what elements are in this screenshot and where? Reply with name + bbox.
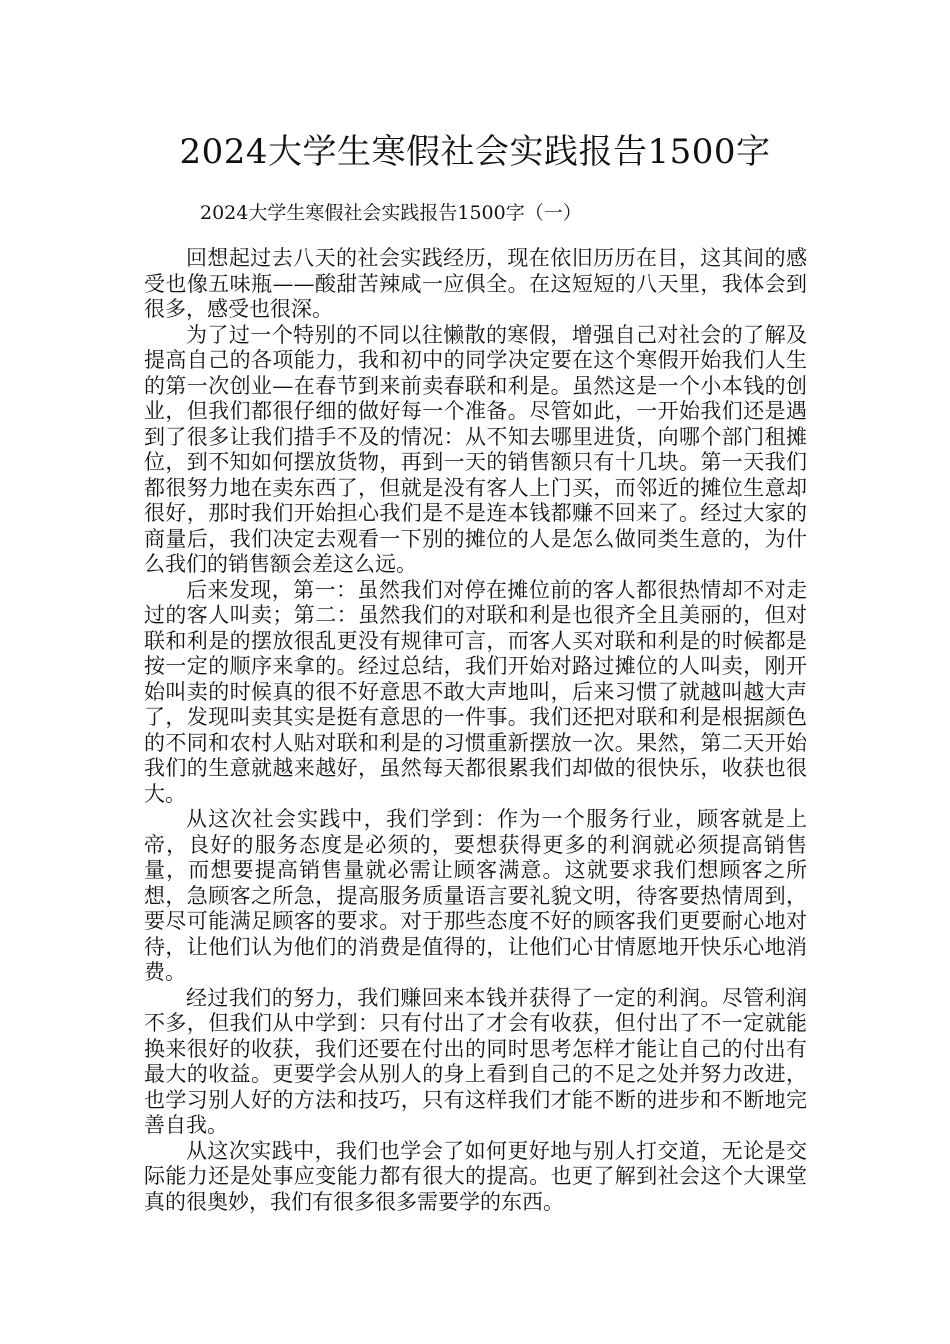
paragraph-1: 回想起过去八天的社会实践经历，现在依旧历历在目，这其间的感受也像五味瓶——酸甜苦辣咸一应俱全。在这短短的八天里，我体会到很多，感受也很深。	[144, 246, 807, 321]
document-body	[144, 246, 807, 1215]
paragraph-5: 经过我们的努力，我们赚回来本钱并获得了一定的利润。尽管利润不多，但我们从中学到：只有付出了才会有收获，但付出了不一定就能换来很好的收获，我们还要在付出的同时思考怎样才能让自己的付出有最大的收益。更要学会从别人的身上看到自己的不足之处并努力改进，也学习别人好的方法和技巧，只有这样我们才能不断的进步和不断地完善自我。	[144, 985, 807, 1137]
paragraph-3: 后来发现，第一：虽然我们对停在摊位前的客人都很热情却不对走过的客人叫卖；第二：虽然我们的对联和利是也很齐全且美丽的，但对联和利是的摆放很乱更没有规律可言，而客人买对联和利是的时候都是按一定的顺序来拿的。经过总结，我们开始对路过摊位的人叫卖，刚开始叫卖的时候真的很不好意思不敢大声地叫，后来习惯了就越叫越大声了，发现叫卖其实是挺有意思的一件事。我们还把对联和利是根据颜色的不同和农村人贴对联和利是的习惯重新摆放一次。果然，第二天开始我们的生意就越来越好，虽然每天都很累我们却做的很快乐，收获也很大。	[144, 577, 807, 806]
document-subtitle: 2024大学生寒假社会实践报告1500字（一）	[200, 202, 582, 224]
paragraph-6: 从这次实践中，我们也学会了如何更好地与别人打交道，无论是交际能力还是处事应变能力都有很大的提高。也更了解到社会这个大课堂真的很奥妙，我们有很多很多需要学的东西。	[144, 1138, 807, 1214]
paragraph-2: 为了过一个特别的不同以往懒散的寒假，增强自己对社会的了解及提高自己的各项能力，我和初中的同学决定要在这个寒假开始我们人生的第一次创业—在春节到来前卖春联和利是。虽然这是一个小本钱的创业，但我们都很仔细的做好每一个准备。尽管如此，一开始我们还是遇到了很多让我们措手不及的情况：从不知去哪里进货，向哪个部门租摊位，到不知如何摆放货物，再到一天的销售额只有十几块。第一天我们都很努力地在卖东西了，但就是没有客人上门买，而邻近的摊位生意却很好，那时我们开始担心我们是不是连本钱都赚不回来了。经过大家的商量后，我们决定去观看一下别的摊位的人是怎么做同类生意的，为什么我们的销售额会差这么远。	[144, 322, 807, 576]
document-title: 2024大学生寒假社会实践报告1500字	[179, 132, 771, 172]
paragraph-4: 从这次社会实践中，我们学到：作为一个服务行业，顾客就是上帝，良好的服务态度是必须的，要想获得更多的利润就必须提高销售量，而想要提高销售量就必需让顾客满意。这就要求我们想顾客之所想，急顾客之所急，提高服务质量语言要礼貌文明，待客要热情周到，要尽可能满足顾客的要求。对于那些态度不好的顾客我们更要耐心地对待，让他们认为他们的消费是值得的，让他们心甘情愿地开快乐心地消费。	[144, 807, 807, 984]
